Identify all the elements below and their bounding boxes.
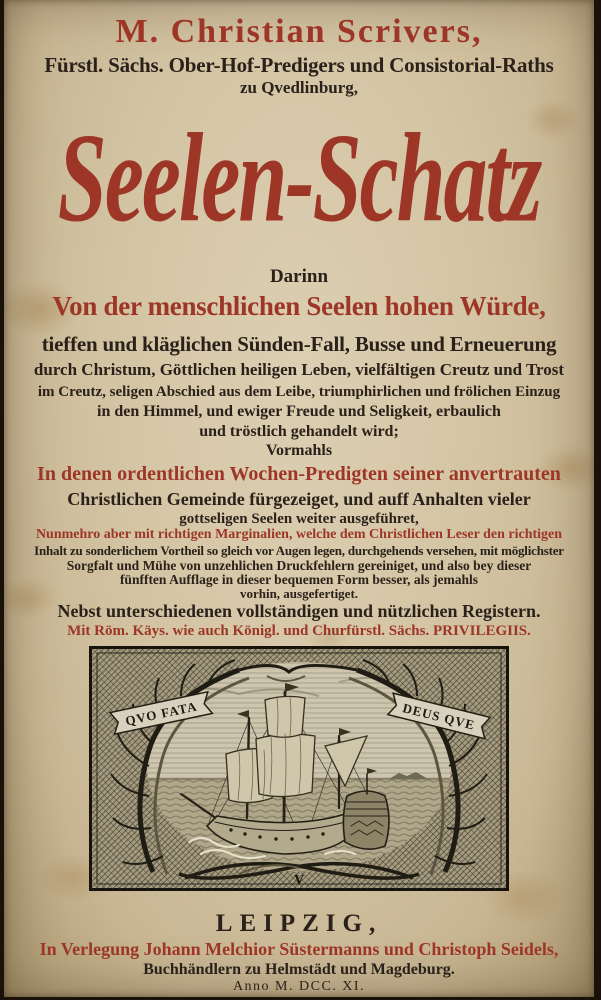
edition-line-2: Sorgfalt und Mühe von unzehlichen Druckfehlern gereiniget, und also bey dieser xyxy=(66,558,532,573)
series-line-1: Christlichen Gemeinde fürgezeiget, und auff Anhalten vieler xyxy=(67,489,531,509)
subtitle-red-line: Von der menschlichen Seelen hohen Würde, xyxy=(52,291,546,321)
left-banner-text: QVO FATA xyxy=(123,698,199,729)
darinn-line: Darinn xyxy=(269,266,329,287)
topsail xyxy=(265,696,305,737)
series-red-line: In denen ordentlichen Wochen-Predigten seiner anvertrauten xyxy=(37,463,561,485)
place-line: zu Qvedlinburg, xyxy=(239,78,359,97)
subtitle-line-2: durch Christum, Göttlichen heiligen Leben, vielfältigen Creutz und Trost xyxy=(33,360,565,379)
author-line: M. Christian Scrivers, xyxy=(115,13,483,50)
subtitle-line-4: in den Himmel, und ewiger Freude und Seligkeit, erbaulich xyxy=(97,403,501,420)
register-line: Nebst unterschiedenen vollständigen und nützlichen Registern. xyxy=(57,601,541,621)
edition-line-1: Inhalt zu sonderlichem Vortheil so gleich vor Augen legen, durchgehends versehen, mit möglichster xyxy=(34,543,564,558)
ship-engraving-plate xyxy=(88,646,510,891)
imprint-publisher: In Verlegung Johann Melchior Süstermanns und Christoph Seidels, xyxy=(39,939,559,959)
subtitle-line-3: im Creutz, seligen Abschied aus dem Leibe, triumphirlichen und frölichen Einzug xyxy=(37,384,561,400)
office-line: Fürstl. Sächs. Ober-Hof-Predigers und Consistorial-Raths xyxy=(44,53,554,77)
edition-red-line: Nunmehro aber mit richtigen Marginalien, welche dem Christlichen Leser den richtigen xyxy=(35,527,563,542)
edition-line-3: fünfften Aufflage in dieser bequemen Form besser, als jemahls xyxy=(119,572,479,587)
imprint-booksellers: Buchhändlern zu Helmstädt und Magdeburg. xyxy=(143,961,455,978)
subtitle-line-1: tieffen und kläglichen Sünden-Fall, Busse und Erneuerung xyxy=(41,332,557,356)
title-page xyxy=(4,0,594,997)
privilege-line: Mit Röm. Käys. wie auch Königl. und Churfürstl. Sächs. PRIVILEGIIS. xyxy=(67,623,531,639)
stern-castle xyxy=(343,791,389,849)
imprint-city: LEIPZIG, xyxy=(215,910,383,937)
main-title: Seelen-Schatz xyxy=(57,108,541,250)
series-line-2: gottseligen Seelen weiter ausgeführet, xyxy=(179,511,419,527)
subtitle-line-5: und tröstlich gehandelt wird; xyxy=(199,423,399,440)
imprint-year: Anno M. DCC. XI. xyxy=(232,979,366,994)
vormahls-line: Vormahls xyxy=(265,442,333,459)
edition-line-4: vorhin, ausgefertiget. xyxy=(239,586,359,601)
right-banner-text: DEUS QVE xyxy=(401,700,477,733)
ship-engraving xyxy=(4,646,594,896)
plate-mark: V xyxy=(293,873,305,888)
